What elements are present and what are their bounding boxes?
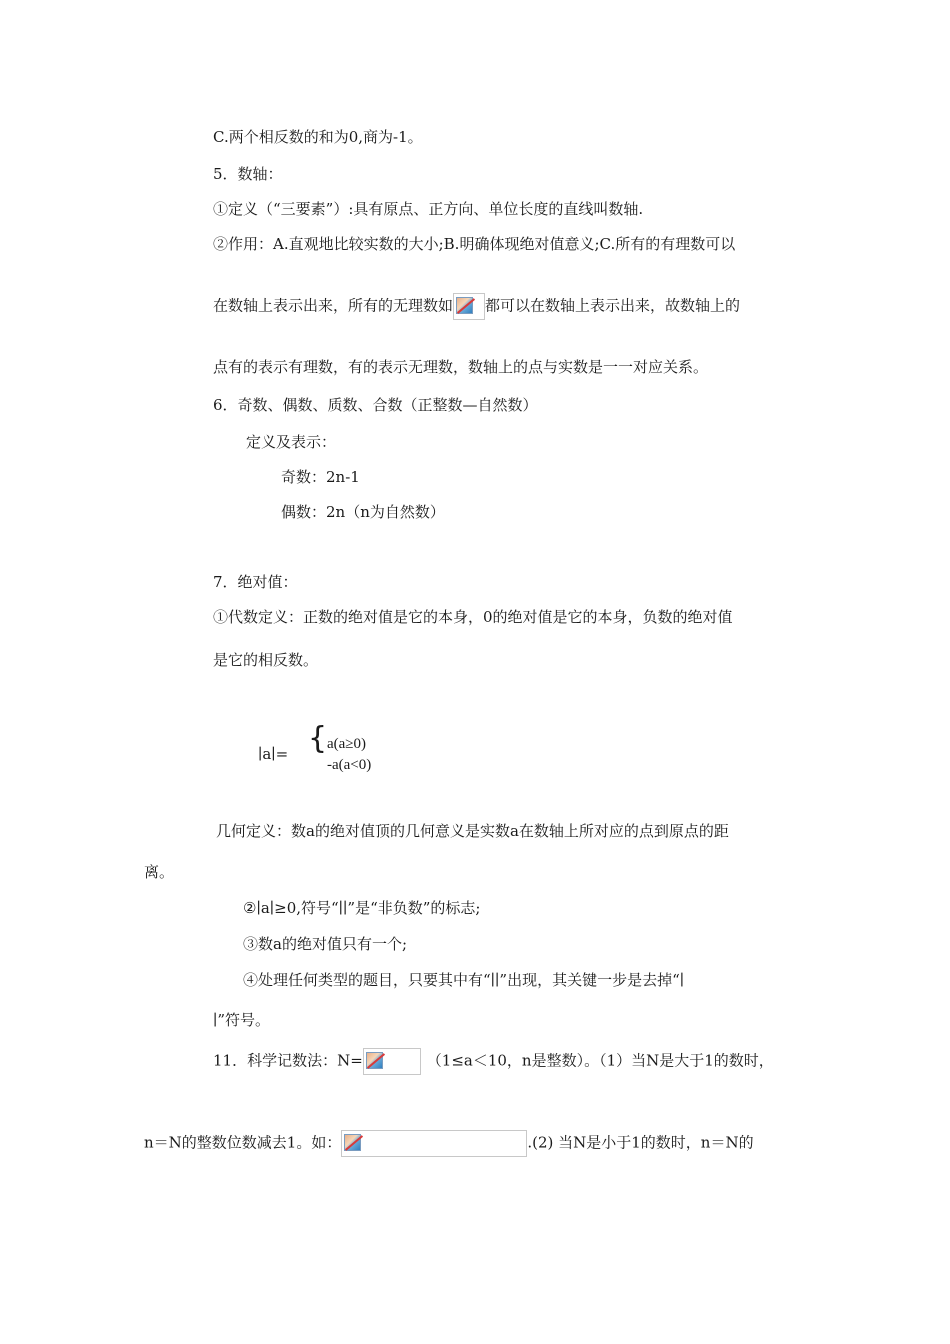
- text-line: [213, 1048, 774, 1075]
- text-line: 离。: [144, 863, 175, 881]
- broken-image-icon: [363, 1048, 421, 1075]
- text-line: [144, 1130, 754, 1157]
- text-line: 奇数：2n-1: [281, 468, 360, 486]
- broken-image-icon: [453, 293, 485, 320]
- text-line: ②∣a∣≥0,符号“∣∣”是“非负数”的标志;: [243, 899, 481, 917]
- text-line: 偶数：2n（n为自然数）: [281, 503, 445, 521]
- text-fragment: n＝N的整数位数减去1。如：: [144, 1133, 342, 1152]
- section-heading-absolute-value-line: 7．绝对值：: [213, 573, 298, 591]
- text-fragment: 11．科学记数法：N=: [213, 1051, 363, 1070]
- text-line: ∣”符号。: [213, 1011, 271, 1029]
- text-line: 是它的相反数。: [213, 651, 319, 669]
- formula-case-negative: -a(a<0): [327, 757, 372, 773]
- text-line: ③数a的绝对值只有一个;: [243, 935, 407, 953]
- text-line: ④处理任何类型的题目，只要其中有“∣∣”出现，其关键一步是去掉“∣: [243, 971, 685, 989]
- text-line: 定义及表示：: [246, 433, 337, 451]
- text-fragment: （1≤a＜10，n是整数）。（1）当N是大于1的数时，: [426, 1051, 774, 1070]
- section-heading-number-line: 5．数轴：: [213, 165, 283, 183]
- text-line: [213, 293, 740, 320]
- text-line: ②作用：A.直观地比较实数的大小;B.明确体现绝对值意义;C.所有的有理数可以: [213, 235, 736, 253]
- text-line: ①定义（“三要素”）:具有原点、正方向、单位长度的直线叫数轴.: [213, 200, 644, 218]
- formula-case-positive: a(a≥0): [327, 736, 367, 752]
- text-fragment: 都可以在数轴上表示出来，故数轴上的: [485, 296, 741, 315]
- text-fragment: .(2) 当N是小于1的数时，n＝N的: [527, 1133, 754, 1152]
- text-line: 点有的表示有理数，有的表示无理数，数轴上的点与实数是一一对应关系。: [213, 358, 709, 376]
- formula-lhs: ∣a∣=: [258, 745, 289, 763]
- text-line: 几何定义：数a的绝对值顶的几何意义是实数a在数轴上所对应的点到原点的距: [216, 822, 729, 840]
- formula-brace: {: [308, 721, 328, 756]
- text-line: C.两个相反数的和为0,商为-1。: [213, 128, 423, 146]
- section-heading-odd-even-line: 6．奇数、偶数、质数、合数（正整数—自然数）: [213, 396, 538, 414]
- text-line: ①代数定义：正数的绝对值是它的本身，0的绝对值是它的本身，负数的绝对值: [213, 608, 733, 626]
- broken-image-icon: [341, 1130, 527, 1157]
- text-fragment: 在数轴上表示出来，所有的无理数如: [213, 296, 454, 315]
